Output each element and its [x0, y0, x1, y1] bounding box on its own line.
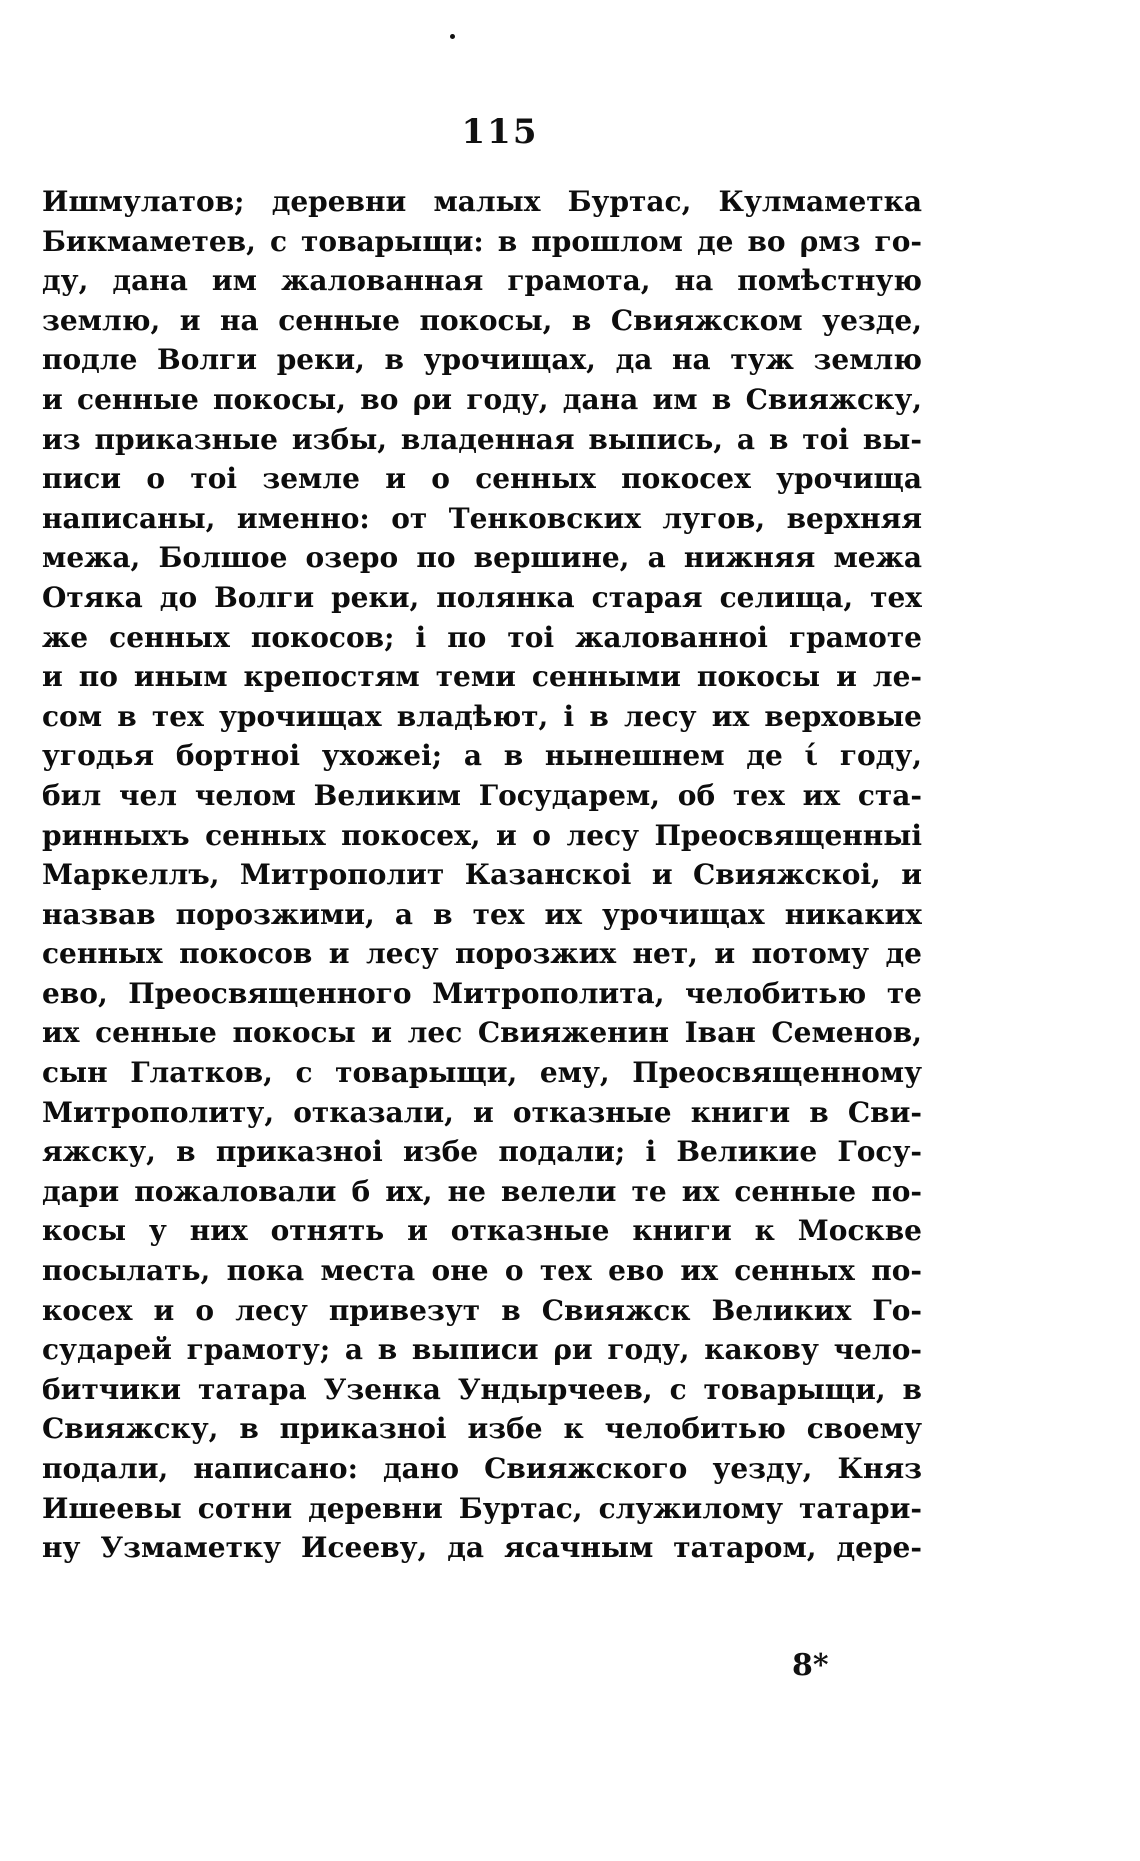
text-line: землю, и на сенные покосы, в Свияжском уезде, [42, 303, 922, 337]
text-line: Митрополиту, отказали, и отказные книги в Сви- [42, 1095, 922, 1129]
text-line: написаны, именно: от Тенковских лугов, верхняя [42, 501, 922, 535]
text-line: посылать, пока места оне о тех ево их сенных по- [42, 1254, 922, 1288]
text-line: и по иным крепостям теми сенными покосы и ле- [42, 660, 922, 694]
text-line: из приказные избы, владенная выпись, а в тоі вы- [42, 422, 922, 456]
text-line: Маркеллъ, Митрополит Казанскоі и Свияжскоі, и [42, 858, 922, 892]
text-line: ринныхъ сенных покосех, и о лесу Преосвященныі [42, 818, 922, 852]
text-line: их сенные покосы и лес Свияженин Іван Семенов, [42, 1016, 922, 1050]
text-line: Ишмулатов; деревни малых Буртас, Кулмаметка [42, 185, 922, 218]
text-line: подле Волги реки, в урочищах, да на туж землю [42, 343, 922, 377]
text-line: же сенных покосов; і по тоі жалованноі грамоте [42, 620, 922, 654]
text-line: ду, дана им жалованная грамота, на помѣстную [42, 264, 922, 298]
body-text [42, 182, 922, 1568]
text-line: сударей грамоту; а в выписи ρи году, какову чело- [42, 1333, 922, 1367]
text-line: назвав порозжими, а в тех их урочищах никаких [42, 897, 922, 931]
text-line: угодья бортноі ухожеі; а в нынешнем де ί году, [42, 739, 922, 773]
ink-speck [450, 34, 455, 39]
text-line: подали, написано: дано Свияжского уезду, Княз [42, 1452, 922, 1485]
text-line: писи о тоі земле и о сенных покосех урочища [42, 462, 922, 496]
text-line: косех и о лесу привезут в Свияжск Великих Го- [42, 1293, 922, 1327]
text-line: яжску, в приказноі избе подали; і Великие Госу- [42, 1135, 922, 1169]
text-line: Бикмаметев, с товарыщи: в прошлом де во ρмз го- [42, 224, 922, 258]
text-line: Ишеевы сотни деревни Буртас, служилому татари- [42, 1491, 922, 1525]
text-line: ево, Преосвященного Митрополита, челобитью те [42, 976, 922, 1010]
text-line: косы у них отнять и отказные книги к Москве [42, 1214, 922, 1248]
text-line: Отяка до Волги реки, полянка старая селища, тех [42, 580, 922, 614]
text-line: сом в тех урочищах владѣют, і в лесу их верховые [42, 699, 922, 733]
text-line: межа, Болшое озеро по вершине, а нижняя межа [42, 541, 922, 575]
text-line: ну Узмаметку Исееву, да ясачным татаром, дере- [42, 1531, 922, 1565]
text-line: и сенные покосы, во ρи году, дана им в Свияжску, [42, 382, 922, 416]
text-line: сенных покосов и лесу порозжих нет, и потому де [42, 937, 922, 971]
text-line: Свияжску, в приказноі избе к челобитью своему [42, 1412, 922, 1446]
page-number: 115 [461, 112, 539, 152]
signature-mark: 8* [792, 1648, 829, 1683]
text-line: битчики татара Узенка Ундырчеев, с товарыщи, в [42, 1372, 922, 1406]
text-line: сын Глатков, с товарыщи, ему, Преосвященному [42, 1056, 922, 1090]
text-line: бил чел челом Великим Государем, об тех их ста- [42, 778, 922, 812]
text-line: дари пожаловали б их, не велели те их сенные по- [42, 1174, 922, 1208]
